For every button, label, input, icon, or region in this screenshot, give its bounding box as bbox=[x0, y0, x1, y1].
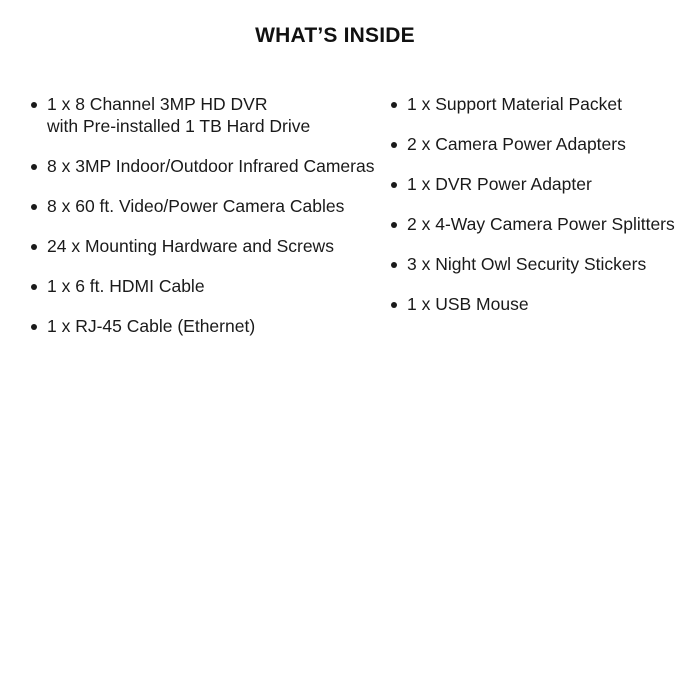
contents-list-right bbox=[390, 93, 690, 333]
list-item-text: with Pre-installed 1 TB Hard Drive bbox=[47, 116, 311, 136]
list-item-text: 8 x 3MP Indoor/Outdoor Infrared Cameras bbox=[47, 156, 375, 176]
bullet-icon bbox=[391, 102, 397, 108]
list-item bbox=[390, 173, 690, 195]
list-item bbox=[30, 93, 390, 137]
list-item bbox=[390, 253, 690, 275]
contents-list-left bbox=[30, 93, 390, 355]
list-item-text: 1 x Support Material Packet bbox=[407, 94, 622, 114]
list-item-text: 8 x 60 ft. Video/Power Camera Cables bbox=[47, 196, 345, 216]
list-item-text: 2 x Camera Power Adapters bbox=[407, 134, 626, 154]
bullet-icon bbox=[391, 222, 397, 228]
bullet-icon bbox=[31, 164, 37, 170]
bullet-icon bbox=[31, 204, 37, 210]
bullet-icon bbox=[31, 284, 37, 290]
list-item-text: 2 x 4-Way Camera Power Splitters bbox=[407, 214, 675, 234]
bullet-icon bbox=[391, 302, 397, 308]
list-item bbox=[390, 293, 690, 315]
list-item-text: 1 x USB Mouse bbox=[407, 294, 529, 314]
bullet-icon bbox=[391, 182, 397, 188]
list-item-text: 1 x DVR Power Adapter bbox=[407, 174, 592, 194]
bullet-icon bbox=[391, 262, 397, 268]
list-item bbox=[30, 195, 390, 217]
list-item-text: 3 x Night Owl Security Stickers bbox=[407, 254, 647, 274]
list-item bbox=[390, 133, 690, 155]
bullet-icon bbox=[31, 324, 37, 330]
list-item bbox=[30, 315, 390, 337]
bullet-icon bbox=[31, 244, 37, 250]
list-item-text: 1 x 6 ft. HDMI Cable bbox=[47, 276, 205, 296]
list-item bbox=[30, 275, 390, 297]
list-item bbox=[390, 213, 690, 235]
list-item-text: 1 x 8 Channel 3MP HD DVR bbox=[47, 94, 268, 114]
list-item-text: 1 x RJ-45 Cable (Ethernet) bbox=[47, 316, 256, 336]
page-title: WHAT’S INSIDE bbox=[255, 24, 415, 47]
list-item bbox=[30, 235, 390, 257]
bullet-icon bbox=[391, 142, 397, 148]
list-item bbox=[390, 93, 690, 115]
list-item-text: 24 x Mounting Hardware and Screws bbox=[47, 236, 334, 256]
list-item bbox=[30, 155, 390, 177]
bullet-icon bbox=[31, 102, 37, 108]
